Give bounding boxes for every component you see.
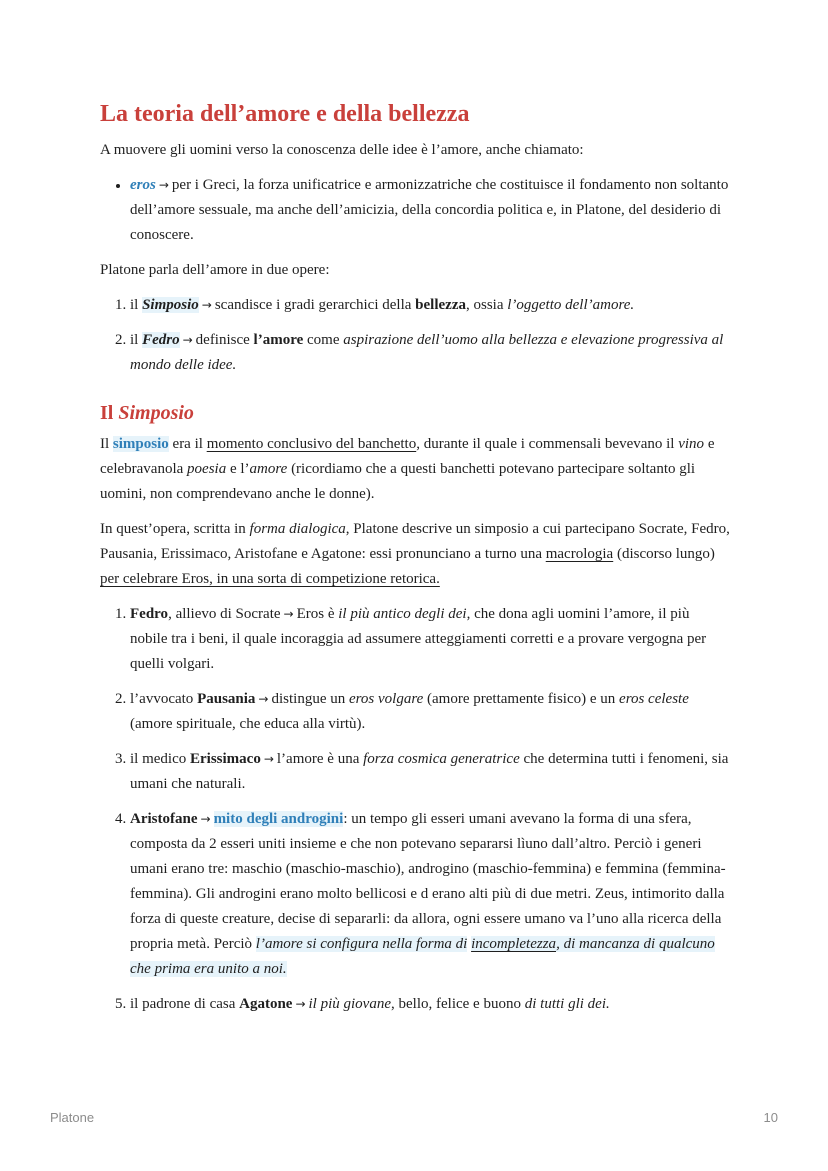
text-run: il padrone di casa [130,996,236,1012]
text-run: l’amore è una [276,751,360,767]
arrow-icon: → [201,298,212,312]
simposio-paragraph [100,432,730,507]
arrow-icon: → [295,997,306,1011]
highlighted-phrase: , di mancanza di qualcuno che prima era unito a noi. [130,936,715,977]
text-run: il medico [130,751,187,767]
italic-word: vino [678,436,705,452]
italic-word: poesia [187,461,227,477]
section-heading [100,398,730,428]
bold-term: l’amore [253,332,304,348]
arrow-icon: → [263,752,274,766]
text-run: , durante il quale i commensali bevevano il [416,436,675,452]
text-run: , bello, felice e buono [391,996,521,1012]
text-run: Eros è [296,606,335,622]
eros-item [130,173,730,248]
discorsi-list [100,602,730,1017]
key-term: mito degli androgini [213,811,344,827]
text-run: il [130,332,139,348]
heading-title: Simposio [118,402,194,424]
text-run: era il [172,436,203,452]
discorso-item-erissimaco [130,747,730,797]
text-run: definisce [195,332,250,348]
page-number: 10 [763,1110,778,1125]
underlined-word: macrologia [545,546,614,562]
speaker-name: Aristofane [130,811,198,827]
opera-paragraph [100,517,730,592]
underlined-phrase: momento conclusivo del banchetto [206,436,417,452]
text-run: che determina tutti i fenomeni, sia umani che naturali. [130,751,729,792]
discorso-item-fedro [130,602,730,677]
italic-phrase: eros celeste [619,691,689,707]
text-run: , allievo di Socrate [168,606,281,622]
text-run: come [307,332,340,348]
opera-item-simposio [130,293,730,318]
text-run: , Platone descrive un simposio a cui partecipano Socrate, Fedro, Pausania, Erissimaco, Aristofane e Agatone: essi pronunciano a turno una [100,521,730,562]
text-run: (discorso lungo) [616,546,715,562]
italic-phrase: eros volgare [348,691,424,707]
text-run: e l’ [229,461,250,477]
intro-paragraph: A muovere gli uomini verso la conoscenza delle idee è l’amore, anche chiamato: [100,142,584,158]
bold-term: bellezza [415,297,466,313]
eros-term: eros [130,177,156,193]
text-run: (ricordiamo che a questi banchetti potevano partecipare soltanto gli uomini, non comprendevano anche le donne). [100,461,696,502]
text-run: l’avvocato [130,691,194,707]
opera-item-fedro [130,328,730,378]
text-run: Il [100,436,110,452]
text-run: scandisce i gradi gerarchici della [214,297,412,313]
underlined-highlighted-word: incompletezza [471,936,557,952]
underlined-phrase: per celebrare Eros, in una sorta di competizione retorica. [100,571,440,587]
heading-prefix: Il [100,402,114,424]
text-run: In quest’opera, scritta in [100,521,246,537]
arrow-icon: → [258,692,269,706]
discorso-item-aristofane [130,807,730,982]
page-title: La teoria dell’amore e della bellezza [100,101,470,127]
opera-title: Simposio [142,297,199,313]
italic-phrase: forma dialogica [249,521,346,537]
page [100,96,730,1027]
speaker-name: Pausania [197,691,256,707]
arrow-icon: → [158,178,169,192]
opera-title: Fedro [142,332,180,348]
italic-phrase: il più antico degli dei [338,606,467,622]
italic-phrase: l’oggetto dell’amore. [507,297,635,313]
arrow-icon: → [182,333,193,347]
arrow-icon: → [283,607,294,621]
text-run: distingue un [271,691,346,707]
footer-title: Platone [50,1110,95,1125]
opere-list [100,293,730,378]
text-run: , ossia [465,297,504,313]
speaker-name: Fedro [130,606,169,622]
arrow-icon: → [200,812,211,826]
key-term: simposio [112,436,169,452]
discorso-item-agatone [130,992,730,1017]
eros-definition: per i Greci, la forza unificatrice e armonizzatriche che costituisce il fondamento non soltanto dell’amore sessuale, ma anche dell’amicizia, della concordia politica e, in Platone, del desiderio di conoscere. [130,177,729,243]
text-run: : un tempo gli esseri umani avevano la forma di una sfera, composta da 2 esseri uniti insieme e che non potevano separarsi lìuno dall’altro. Perciò i generi umani erano tre: maschio (maschio-maschio), androgino (maschio-femmina) e femmina (femmina-femmina). Gli androgini erano molto bellicosi e d erano alti più di due metri. Zeus, intimorito dalla forza di queste creature, decise di separarli: da allora, ogni essere umano va l’uno alla ricerca della propria metà. Perciò [130,811,726,952]
italic-phrase: aspirazione dell’uomo alla bellezza e elevazione progressiva al mondo delle idee. [130,332,724,373]
discorso-item-pausania [130,687,730,737]
italic-phrase: il più giovane [308,996,392,1012]
text-run: il [130,297,139,313]
highlighted-phrase: l’amore si configura nella forma di [255,936,468,952]
eros-list [100,173,730,248]
text-run: e celebravanola [100,436,715,477]
italic-phrase: forza cosmica generatrice [363,751,520,767]
text-run: (amore spirituale, che educa alla virtù). [130,716,366,732]
speaker-name: Agatone [239,996,293,1012]
text-run: , che dona agli uomini l’amore, il più nobile tra i beni, il quale incoraggia ad assumere atteggiamenti corretti e a provare vergogna per quelli volgari. [130,606,707,672]
italic-phrase: di tutti gli dei. [524,996,610,1012]
italic-word: amore [249,461,288,477]
text-run: (amore prettamente fisico) e un [427,691,616,707]
opere-intro: Platone parla dell’amore in due opere: [100,262,330,278]
speaker-name: Erissimaco [190,751,261,767]
